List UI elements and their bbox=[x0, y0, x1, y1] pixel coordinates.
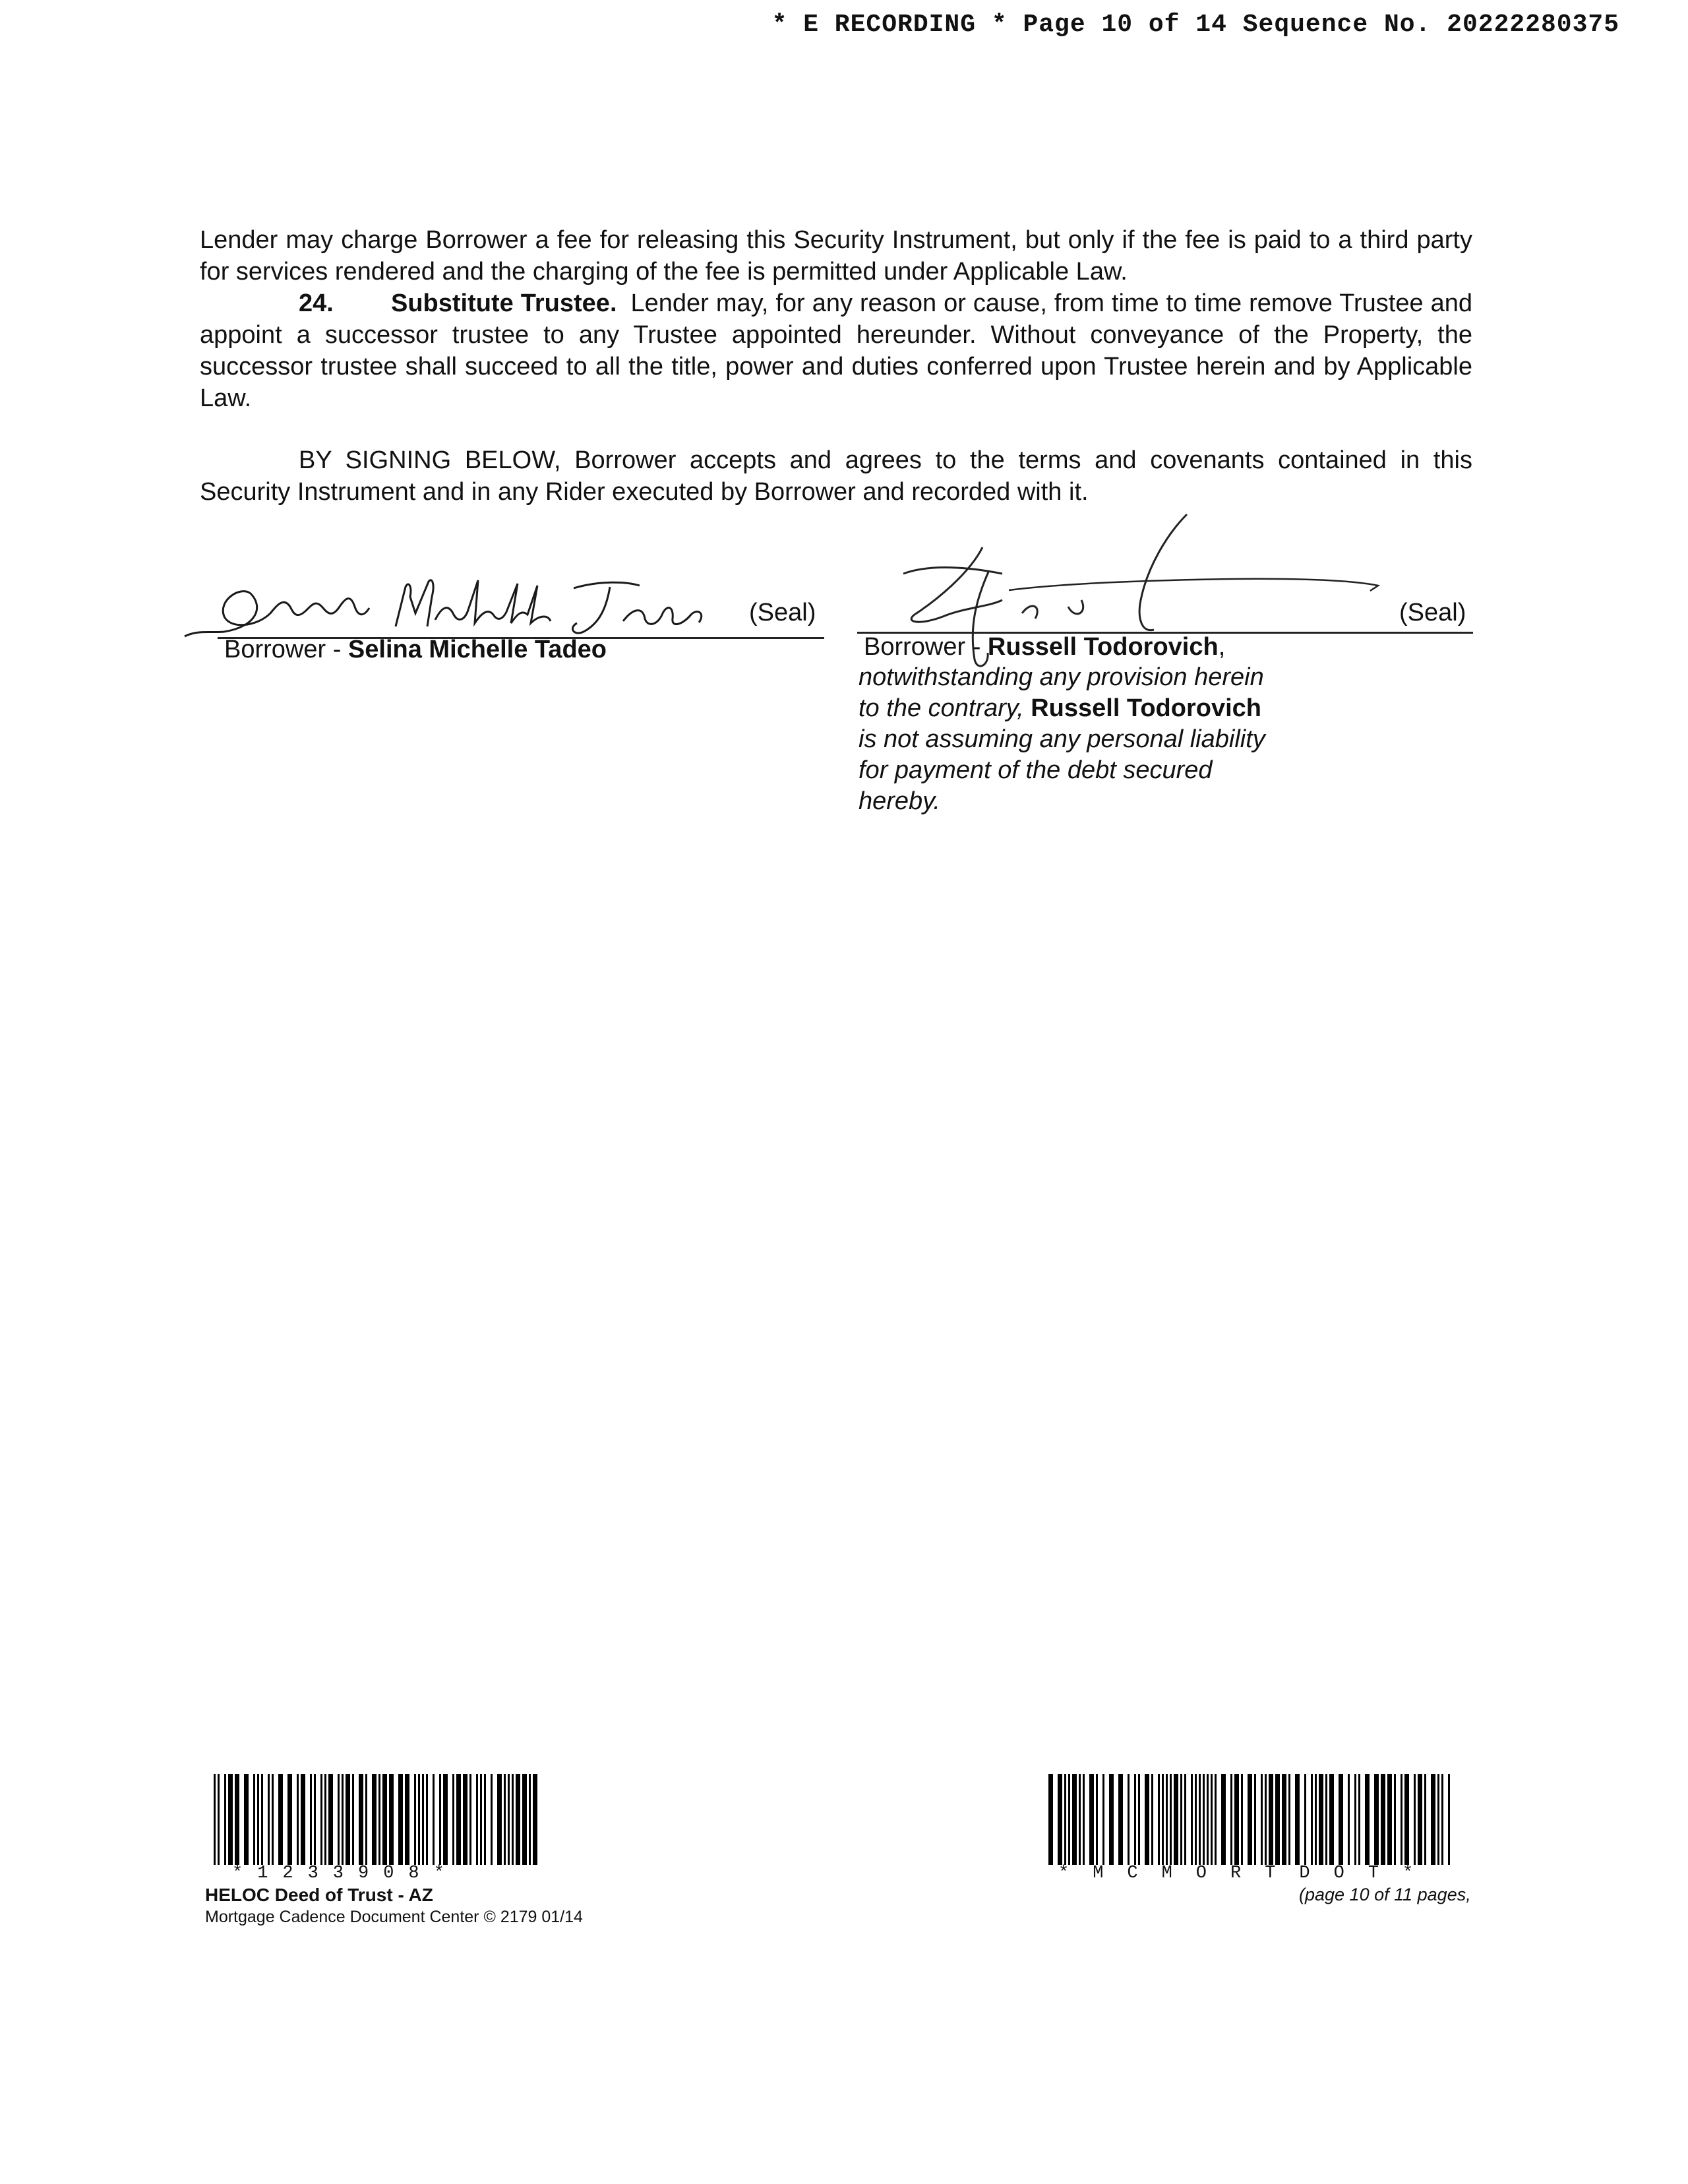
barcode-bar bbox=[214, 1774, 216, 1865]
barcode-bar bbox=[1230, 1774, 1232, 1865]
recording-stamp: * E RECORDING * Page 10 of 14 Sequence No. 20222280375 bbox=[771, 11, 1619, 39]
barcode-bar bbox=[1191, 1774, 1193, 1865]
barcode-bar bbox=[1158, 1774, 1160, 1865]
barcode-bar bbox=[1145, 1774, 1149, 1865]
barcode-bar bbox=[1282, 1774, 1286, 1865]
barcode-bar bbox=[1221, 1774, 1226, 1865]
barcode-bar bbox=[1215, 1774, 1217, 1865]
barcode-bar bbox=[1138, 1774, 1140, 1865]
barcode-bar bbox=[1170, 1774, 1172, 1865]
barcode-bar bbox=[1354, 1774, 1356, 1865]
barcode-right bbox=[1048, 1774, 1459, 1865]
barcode-bar bbox=[1387, 1774, 1392, 1865]
barcode-bar bbox=[301, 1774, 305, 1865]
barcode-bar bbox=[508, 1774, 510, 1865]
barcode-bar bbox=[1174, 1774, 1178, 1865]
barcode-bar bbox=[1365, 1774, 1370, 1865]
barcode-bar bbox=[516, 1774, 520, 1865]
barcode-bar bbox=[1083, 1774, 1085, 1865]
barcode-bar bbox=[378, 1774, 380, 1865]
seal-label-left: (Seal) bbox=[749, 599, 816, 626]
barcode-bar bbox=[261, 1774, 263, 1865]
barcode-bar bbox=[1275, 1774, 1280, 1865]
signing-statement: BY SIGNING BELOW, Borrower accepts and agrees to the terms and covenants contained in this Security Instrument and in any Rider executed by Borrower and recorded with it. bbox=[200, 446, 1472, 506]
barcode-bar bbox=[1404, 1774, 1409, 1865]
barcode-left bbox=[214, 1774, 545, 1865]
barcode-bar bbox=[287, 1774, 292, 1865]
barcode-bar bbox=[1269, 1774, 1273, 1865]
barcode-bar bbox=[529, 1774, 531, 1865]
barcode-bar bbox=[1319, 1774, 1323, 1865]
borrower-name: Russell Todorovich bbox=[1031, 694, 1261, 722]
barcode-bar bbox=[1448, 1774, 1450, 1865]
barcode-bar bbox=[1195, 1774, 1197, 1865]
barcode-bar bbox=[1431, 1774, 1435, 1865]
barcode-bar bbox=[1358, 1774, 1360, 1865]
barcode-bar bbox=[1401, 1774, 1402, 1865]
barcode-bar bbox=[522, 1774, 527, 1865]
borrower-label-right: Borrower - Russell Todorovich, bbox=[864, 633, 1226, 661]
barcode-bar bbox=[382, 1774, 387, 1865]
barcode-bar bbox=[268, 1774, 270, 1865]
barcode-bar bbox=[297, 1774, 299, 1865]
barcode-bar bbox=[1248, 1774, 1252, 1865]
borrower-label-left bbox=[224, 634, 607, 665]
barcode-bar bbox=[1109, 1774, 1114, 1865]
barcode-bar bbox=[352, 1774, 354, 1865]
seal-label-right: (Seal) bbox=[1399, 599, 1466, 626]
barcode-bar bbox=[1304, 1774, 1306, 1865]
barcode-bar bbox=[418, 1774, 420, 1865]
section-heading: Substitute Trustee. bbox=[391, 289, 617, 317]
barcode-bar bbox=[310, 1774, 312, 1865]
borrower-role: Borrower - bbox=[224, 636, 348, 663]
form-subtitle: Mortgage Cadence Document Center © 2179 01/14 bbox=[205, 1908, 583, 1926]
barcode-bar bbox=[1325, 1774, 1327, 1865]
barcode-bar bbox=[398, 1774, 403, 1865]
borrower-role: Borrower - bbox=[864, 633, 988, 661]
barcode-bar bbox=[324, 1774, 326, 1865]
barcode-bar bbox=[218, 1774, 220, 1865]
barcode-bar bbox=[1166, 1774, 1168, 1865]
barcode-bar bbox=[278, 1774, 283, 1865]
barcode-bar bbox=[443, 1774, 448, 1865]
barcode-bar bbox=[456, 1774, 461, 1865]
barcode-bar bbox=[1381, 1774, 1385, 1865]
paragraph-release-fee: Lender may charge Borrower a fee for releasing this Security Instrument, but only if the fee is paid to a third party for services rendered and the charging of the fee is permitted under Applicable Law. bbox=[200, 226, 1472, 286]
barcode-bar bbox=[1072, 1774, 1077, 1865]
barcode-bar bbox=[1184, 1774, 1186, 1865]
barcode-bar bbox=[1418, 1774, 1422, 1865]
barcode-right-text: *MCMORTDOT* bbox=[1058, 1864, 1437, 1883]
barcode-bar bbox=[405, 1774, 409, 1865]
barcode-bar bbox=[1118, 1774, 1123, 1865]
barcode-bar bbox=[1288, 1774, 1290, 1865]
barcode-bar bbox=[224, 1774, 226, 1865]
barcode-bar bbox=[1102, 1774, 1104, 1865]
section-text: Lender may, for any reason or cause, from time to time remove Trustee and appoint a successor trustee to any Trustee appointed hereunder. Without conveyance of the Property, the successor trustee shall succeed to all the title, power and duties conferred upon Trustee herein and by Applicable Law. bbox=[200, 289, 1472, 412]
barcode-bar bbox=[342, 1774, 344, 1865]
barcode-bar bbox=[1441, 1774, 1443, 1865]
barcode-bar bbox=[422, 1774, 424, 1865]
barcode-bar bbox=[244, 1774, 249, 1865]
barcode-bar bbox=[469, 1774, 471, 1865]
barcode-bar bbox=[365, 1774, 367, 1865]
barcode-bar bbox=[338, 1774, 340, 1865]
barcode-bar bbox=[253, 1774, 255, 1865]
barcode-bar bbox=[1199, 1774, 1201, 1865]
form-title: HELOC Deed of Trust - AZ bbox=[205, 1885, 433, 1905]
barcode-bar bbox=[533, 1774, 537, 1865]
barcode-bar bbox=[426, 1774, 428, 1865]
barcode-bar bbox=[372, 1774, 377, 1865]
section-24-substitute-trustee bbox=[200, 288, 1472, 414]
barcode-bar bbox=[1374, 1774, 1379, 1865]
barcode-left-text: *1233908* bbox=[232, 1864, 459, 1883]
barcode-bar bbox=[328, 1774, 333, 1865]
barcode-bar bbox=[1414, 1774, 1416, 1865]
borrower-name: Russell Todorovich bbox=[987, 633, 1219, 661]
barcode-bar bbox=[1064, 1774, 1066, 1865]
barcode-bar bbox=[439, 1774, 441, 1865]
barcode-bar bbox=[1261, 1774, 1263, 1865]
barcode-bar bbox=[1048, 1774, 1053, 1865]
barcode-bar bbox=[359, 1774, 363, 1865]
barcode-bar bbox=[1207, 1774, 1209, 1865]
barcode-bar bbox=[1180, 1774, 1182, 1865]
section-number: 24. bbox=[299, 289, 334, 317]
barcode-bar bbox=[512, 1774, 514, 1865]
barcode-bar bbox=[1315, 1774, 1317, 1865]
page-count: (page 10 of 11 pages, bbox=[1299, 1885, 1471, 1904]
barcode-bar bbox=[1128, 1774, 1130, 1865]
barcode-bar bbox=[1068, 1774, 1070, 1865]
barcode-bar bbox=[476, 1774, 478, 1865]
barcode-bar bbox=[1311, 1774, 1313, 1865]
barcode-bar bbox=[1329, 1774, 1334, 1865]
barcode-bar bbox=[228, 1774, 233, 1865]
barcode-bar bbox=[320, 1774, 322, 1865]
barcode-bar bbox=[414, 1774, 416, 1865]
barcode-bar bbox=[1203, 1774, 1205, 1865]
borrower-name: Selina Michelle Tadeo bbox=[347, 636, 607, 663]
barcode-bar bbox=[491, 1774, 493, 1865]
barcode-bar bbox=[484, 1774, 486, 1865]
barcode-bar bbox=[433, 1774, 435, 1865]
barcode-bar bbox=[1424, 1774, 1426, 1865]
barcode-bar bbox=[1234, 1774, 1239, 1865]
barcode-bar bbox=[497, 1774, 502, 1865]
barcode-bar bbox=[1211, 1774, 1213, 1865]
barcode-bar bbox=[1162, 1774, 1164, 1865]
barcode-bar bbox=[1089, 1774, 1094, 1865]
liability-disclaimer: notwithstanding any provision herein to the contrary, Russell Todorovich is not assuming any personal liability for payment of the debt secured hereby. bbox=[859, 663, 1265, 815]
barcode-bar bbox=[480, 1774, 482, 1865]
barcode-bar bbox=[257, 1774, 259, 1865]
barcode-bar bbox=[1058, 1774, 1062, 1865]
barcode-bar bbox=[1079, 1774, 1081, 1865]
barcode-bar bbox=[1134, 1774, 1136, 1865]
barcode-bar bbox=[1254, 1774, 1256, 1865]
barcode-bar bbox=[463, 1774, 467, 1865]
barcode-bar bbox=[235, 1774, 239, 1865]
barcode-bar bbox=[272, 1774, 274, 1865]
barcode-bar bbox=[1096, 1774, 1098, 1865]
barcode-bar bbox=[1348, 1774, 1350, 1865]
barcode-bar bbox=[452, 1774, 454, 1865]
barcode-bar bbox=[504, 1774, 506, 1865]
barcode-bar bbox=[346, 1774, 350, 1865]
barcode-bar bbox=[1339, 1774, 1343, 1865]
barcode-bar bbox=[1265, 1774, 1267, 1865]
barcode-bar bbox=[1437, 1774, 1439, 1865]
barcode-bar bbox=[1151, 1774, 1153, 1865]
barcode-bar bbox=[1394, 1774, 1396, 1865]
barcode-bar bbox=[1295, 1774, 1300, 1865]
barcode-bar bbox=[1241, 1774, 1243, 1865]
barcode-bar bbox=[389, 1774, 394, 1865]
barcode-bar bbox=[314, 1774, 316, 1865]
